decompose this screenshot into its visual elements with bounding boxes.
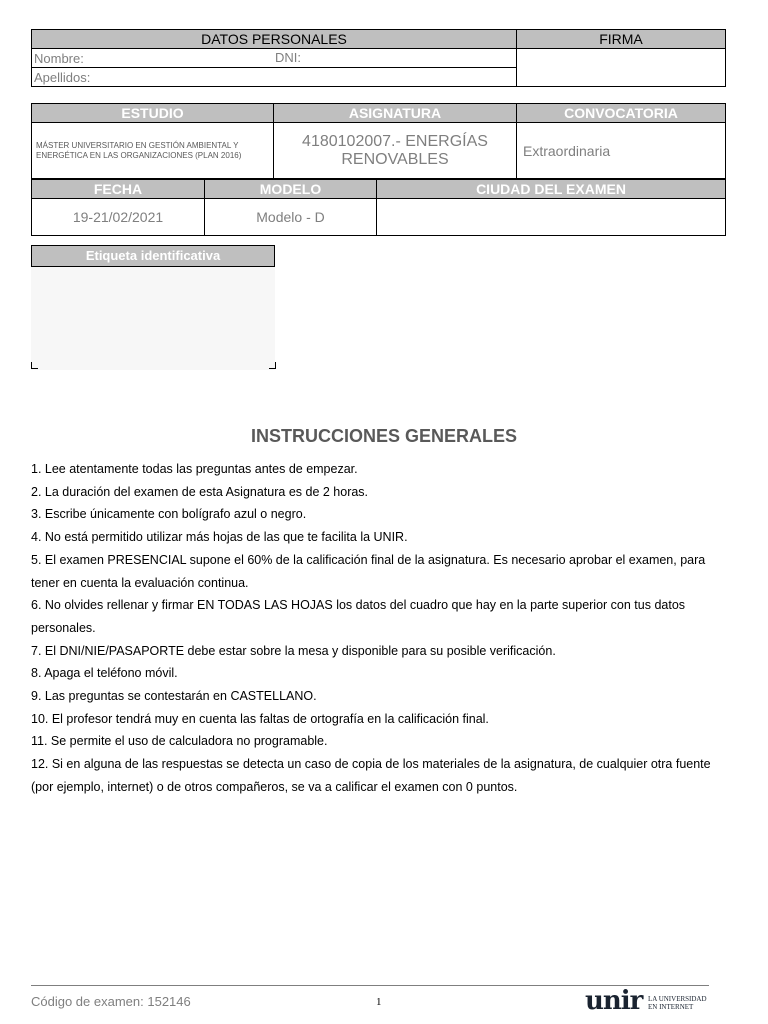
instruction-item: 8. Apaga el teléfono móvil. <box>31 666 178 681</box>
personal-data-table <box>31 29 726 87</box>
unir-logo-tagline <box>648 995 707 1011</box>
instruction-item: 4. No está permitido utilizar más hojas de las que te facilita la UNIR. <box>31 530 408 545</box>
date-value: 19-21/02/2021 <box>32 199 205 236</box>
model-value: Modelo - D <box>205 199 377 236</box>
id-label-area <box>31 266 275 370</box>
name-label: Nombre: <box>34 50 84 66</box>
city-field[interactable] <box>377 199 726 236</box>
exam-code: Código de examen: 152146 <box>31 994 191 1009</box>
signature-header: FIRMA <box>517 30 726 49</box>
signature-box[interactable] <box>517 49 726 87</box>
city-header: CIUDAD DEL EXAMEN <box>377 180 726 199</box>
instruction-item: 3. Escribe únicamente con bolígrafo azul o negro. <box>31 507 307 522</box>
model-header: MODELO <box>205 180 377 199</box>
study-value: MÁSTER UNIVERSITARIO EN GESTIÓN AMBIENTAL Y ENERGÉTICA EN LAS ORGANIZACIONES (PLAN 2016) <box>32 123 274 179</box>
instructions-list <box>31 458 731 799</box>
dni-label: DNI: <box>275 50 301 65</box>
logo-tagline-line2: EN INTERNET <box>648 1003 694 1011</box>
call-value: Extraordinaria <box>517 123 726 179</box>
instruction-item: 9. Las preguntas se contestarán en CASTELLANO. <box>31 689 317 704</box>
id-label-header-text: Etiqueta identificativa <box>85 248 221 263</box>
study-header: ESTUDIO <box>32 104 274 123</box>
id-label-corner-left <box>31 362 38 369</box>
id-label-header <box>31 245 275 266</box>
instructions-title: INSTRUCCIONES GENERALES <box>250 426 518 446</box>
exam-date-table <box>31 179 726 236</box>
instruction-item: 2. La duración del examen de esta Asignatura es de 2 horas. <box>31 484 369 499</box>
subject-value: 4180102007.- ENERGÍAS RENOVABLES <box>274 123 517 179</box>
subject-header: ASIGNATURA <box>274 104 517 123</box>
instruction-item: 6. No olvides rellenar y firmar EN TODAS LAS HOJAS los datos del cuadro que hay en la parte superior con tus datos personales. <box>31 598 686 635</box>
instruction-item: 12. Si en alguna de las respuestas se detecta un caso de copia de los materiales de la asignatura, de cualquier otra fuente (por ejemplo, internet) o de otros compañeros, se va a calificar el examen con 0 puntos. <box>31 757 711 794</box>
surname-label: Apellidos: <box>34 69 91 85</box>
instruction-item: 11. Se permite el uso de calculadora no programable. <box>31 734 328 749</box>
date-header: FECHA <box>32 180 205 199</box>
page-number: 1 <box>376 996 382 1008</box>
unir-logo: unir <box>585 986 643 1016</box>
personal-data-header: DATOS PERSONALES <box>32 30 517 49</box>
instruction-item: 1. Lee atentamente todas las preguntas antes de empezar. <box>31 462 358 476</box>
instruction-item: 5. El examen PRESENCIAL supone el 60% de la calificación final de la asignatura. Es necesario aprobar el examen, para tener en cuenta la evaluación continua. <box>31 552 706 590</box>
surname-field[interactable] <box>32 68 517 87</box>
instruction-item: 7. El DNI/NIE/PASAPORTE debe estar sobre la mesa y disponible para su posible verificación. <box>31 643 556 658</box>
call-header: CONVOCATORIA <box>517 104 726 123</box>
instruction-item: 10. El profesor tendrá muy en cuenta las faltas de ortografía en la calificación final. <box>31 711 489 726</box>
exam-info-table <box>31 103 726 179</box>
logo-tagline-line1: LA UNIVERSIDAD <box>648 995 707 1003</box>
id-label-corner-right <box>269 362 276 369</box>
name-field[interactable] <box>32 49 517 68</box>
